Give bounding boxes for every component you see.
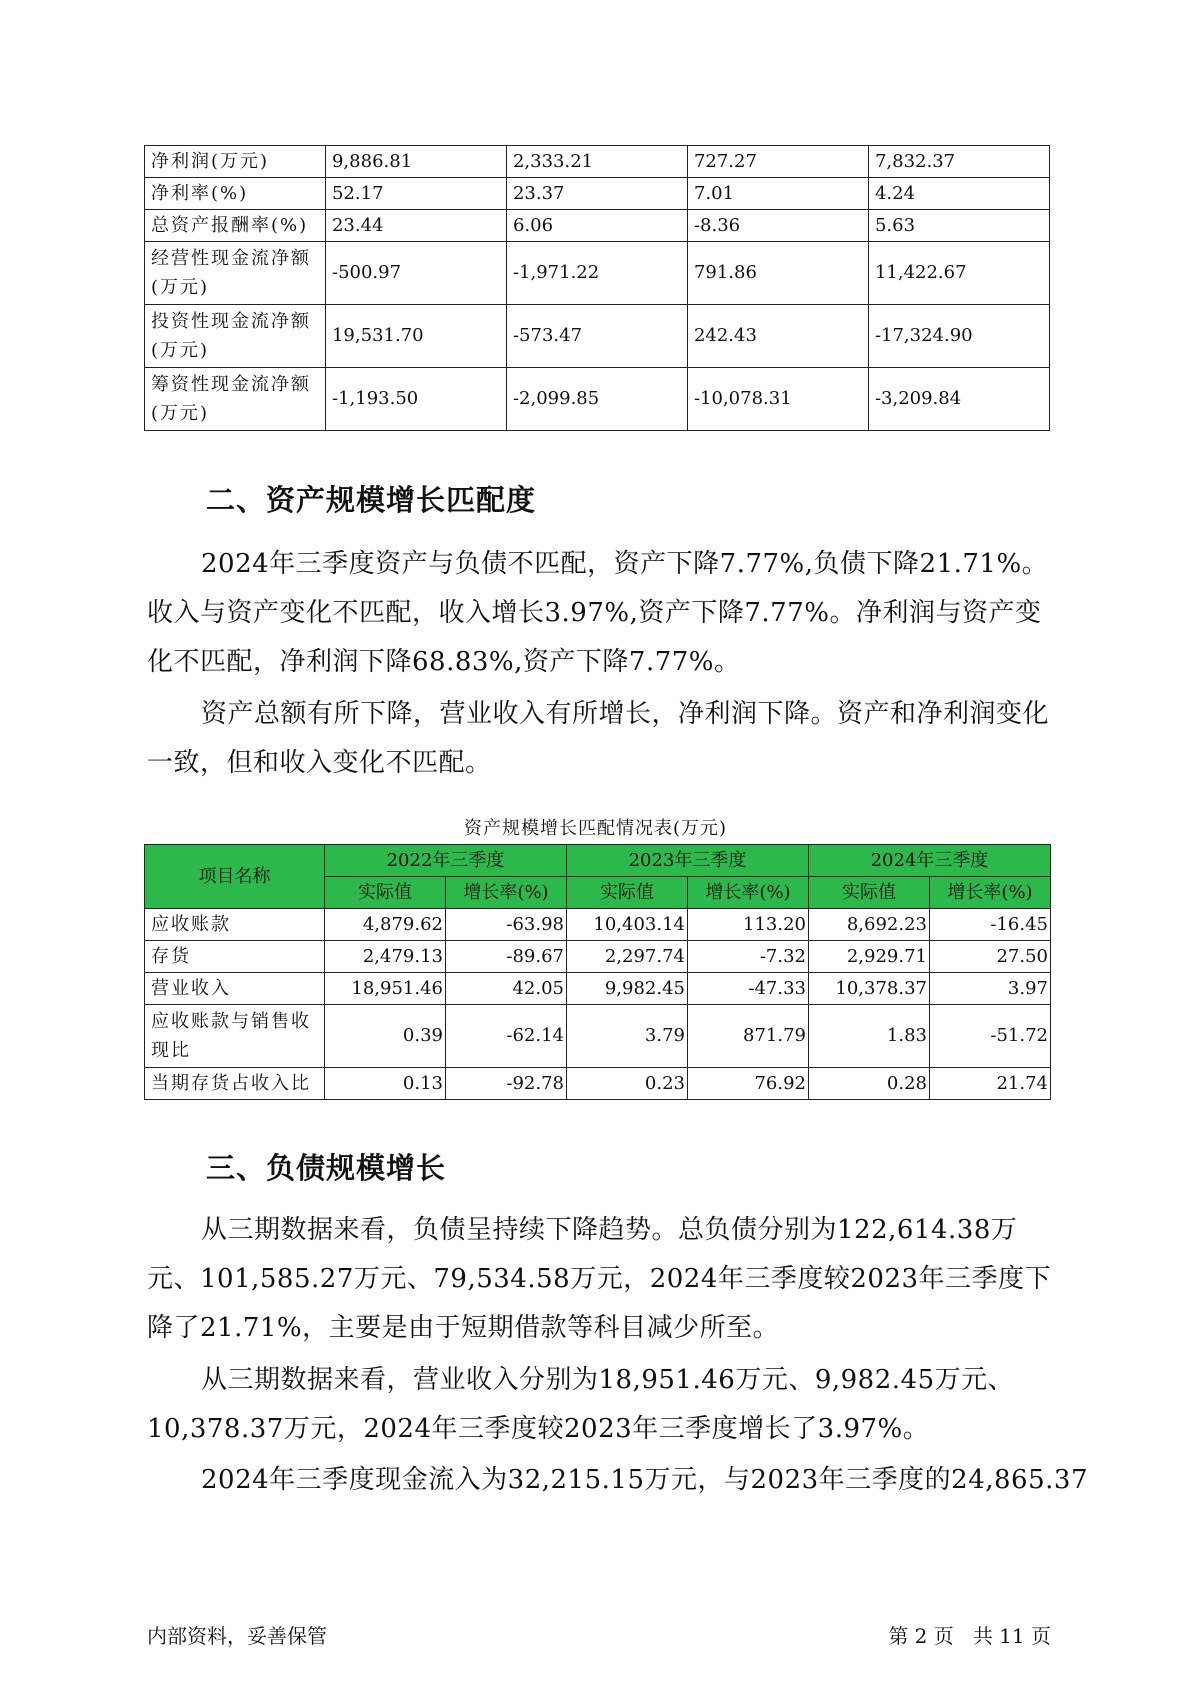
cell-value: -17,324.90 — [868, 305, 1049, 368]
cell-value: -89.67 — [446, 941, 567, 973]
cell-value: -51.72 — [930, 1005, 1051, 1068]
section-heading: 二、资产规模增长匹配度 — [206, 483, 537, 517]
cell-value: 4,879.62 — [325, 909, 446, 941]
table-row — [145, 368, 1050, 431]
section-heading: 三、负债规模增长 — [206, 1151, 447, 1185]
cell-value: 2,929.71 — [809, 941, 930, 973]
row-label: 营业收入 — [145, 973, 325, 1005]
table-row — [145, 941, 1051, 973]
asset-growth-table — [144, 844, 1051, 1100]
cell-value: 7.01 — [687, 178, 868, 210]
cell-value: 52.17 — [325, 178, 506, 210]
cell-value: 76.92 — [688, 1068, 809, 1100]
cell-value: 2,333.21 — [506, 146, 687, 178]
cell-value: 0.23 — [567, 1068, 688, 1100]
table-row — [145, 210, 1050, 242]
cell-value: -10,078.31 — [687, 368, 868, 431]
table-row — [145, 973, 1051, 1005]
row-label: 净利率(%) — [145, 178, 326, 210]
cell-value: -92.78 — [446, 1068, 567, 1100]
cell-value: 10,403.14 — [567, 909, 688, 941]
row-label: 总资产报酬率(%) — [145, 210, 326, 242]
cell-value: 2,297.74 — [567, 941, 688, 973]
cell-value: 4.24 — [868, 178, 1049, 210]
cell-value: 2,479.13 — [325, 941, 446, 973]
cell-value: 0.28 — [809, 1068, 930, 1100]
cell-value: -1,193.50 — [325, 368, 506, 431]
cell-value: -63.98 — [446, 909, 567, 941]
cell-value: 23.44 — [325, 210, 506, 242]
row-label: 投资性现金流净额(万元) — [145, 305, 326, 368]
financial-indicators-table — [144, 145, 1050, 431]
cell-value: 1.83 — [809, 1005, 930, 1068]
cell-value: 42.05 — [446, 973, 567, 1005]
cell-value: 19,531.70 — [325, 305, 506, 368]
footer-confidential-note: 内部资料，妥善保管 — [147, 1624, 327, 1648]
table-row — [145, 146, 1050, 178]
cell-value: 11,422.67 — [868, 242, 1049, 305]
cell-value: -8.36 — [687, 210, 868, 242]
cell-value: 8,692.23 — [809, 909, 930, 941]
row-label: 当期存货占收入比 — [145, 1068, 325, 1100]
paragraph: 从三期数据来看，负债呈持续下降趋势。总负债分别为122,614.38万元、101,585.27万元、79,534.58万元，2024年三季度较2023年三季度下降了21.71%，主要是由于短期借款等科目减少所至。 — [147, 1215, 1052, 1343]
cell-value: 791.86 — [687, 242, 868, 305]
cell-value: 0.39 — [325, 1005, 446, 1068]
footer-page-number: 第 2 页 共 11 页 — [888, 1624, 1051, 1648]
header-actual: 实际值 — [325, 877, 446, 909]
header-actual: 实际值 — [809, 877, 930, 909]
row-label: 净利润(万元) — [145, 146, 326, 178]
paragraph: 2024年三季度现金流入为32,215.15万元，与2023年三季度的24,865.37 — [201, 1465, 1088, 1495]
paragraph: 资产总额有所下降，营业收入有所增长，净利润下降。资产和净利润变化一致，但和收入变化不匹配。 — [147, 699, 1050, 778]
cell-value: 3.97 — [930, 973, 1051, 1005]
cell-value: 18,951.46 — [325, 973, 446, 1005]
cell-value: 9,982.45 — [567, 973, 688, 1005]
cell-value: -16.45 — [930, 909, 1051, 941]
cell-value: 727.27 — [687, 146, 868, 178]
cell-value: 7,832.37 — [868, 146, 1049, 178]
cell-value: 9,886.81 — [325, 146, 506, 178]
cell-value: 27.50 — [930, 941, 1051, 973]
paragraph: 从三期数据来看，营业收入分别为18,951.46万元、9,982.45万元、10,378.37万元，2024年三季度较2023年三季度增长了3.97%。 — [147, 1365, 1015, 1444]
cell-value: 3.79 — [567, 1005, 688, 1068]
header-growth: 增长率(%) — [930, 877, 1051, 909]
cell-value: -47.33 — [688, 973, 809, 1005]
header-period: 2023年三季度 — [567, 845, 809, 877]
paragraph: 2024年三季度资产与负债不匹配，资产下降7.77%,负债下降21.71%。收入与资产变化不匹配，收入增长3.97%,资产下降7.77%。净利润与资产变化不匹配，净利润下降68.83%,资产下降7.77%。 — [147, 549, 1049, 677]
cell-value: 113.20 — [688, 909, 809, 941]
table-row — [145, 1005, 1051, 1068]
cell-value: 21.74 — [930, 1068, 1051, 1100]
table-row — [145, 242, 1050, 305]
table-row — [145, 305, 1050, 368]
cell-value: 871.79 — [688, 1005, 809, 1068]
cell-value: -500.97 — [325, 242, 506, 305]
cell-value: 242.43 — [687, 305, 868, 368]
row-label: 筹资性现金流净额(万元) — [145, 368, 326, 431]
cell-value: 6.06 — [506, 210, 687, 242]
header-item-name: 项目名称 — [145, 845, 325, 909]
cell-value: -2,099.85 — [506, 368, 687, 431]
cell-value: -62.14 — [446, 1005, 567, 1068]
cell-value: 10,378.37 — [809, 973, 930, 1005]
cell-value: -1,971.22 — [506, 242, 687, 305]
header-growth: 增长率(%) — [688, 877, 809, 909]
cell-value: 0.13 — [325, 1068, 446, 1100]
cell-value: -7.32 — [688, 941, 809, 973]
row-label: 经营性现金流净额(万元) — [145, 242, 326, 305]
header-actual: 实际值 — [567, 877, 688, 909]
row-label: 应收账款与销售收现比 — [145, 1005, 325, 1068]
header-period: 2022年三季度 — [325, 845, 567, 877]
cell-value: -3,209.84 — [868, 368, 1049, 431]
table-row — [145, 909, 1051, 941]
row-label: 存货 — [145, 941, 325, 973]
table-caption: 资产规模增长匹配情况表(万元) — [463, 818, 728, 839]
row-label: 应收账款 — [145, 909, 325, 941]
cell-value: 5.63 — [868, 210, 1049, 242]
header-period: 2024年三季度 — [809, 845, 1051, 877]
header-row — [145, 845, 1051, 877]
cell-value: 23.37 — [506, 178, 687, 210]
table-row — [145, 178, 1050, 210]
cell-value: -573.47 — [506, 305, 687, 368]
table-row — [145, 1068, 1051, 1100]
header-growth: 增长率(%) — [446, 877, 567, 909]
